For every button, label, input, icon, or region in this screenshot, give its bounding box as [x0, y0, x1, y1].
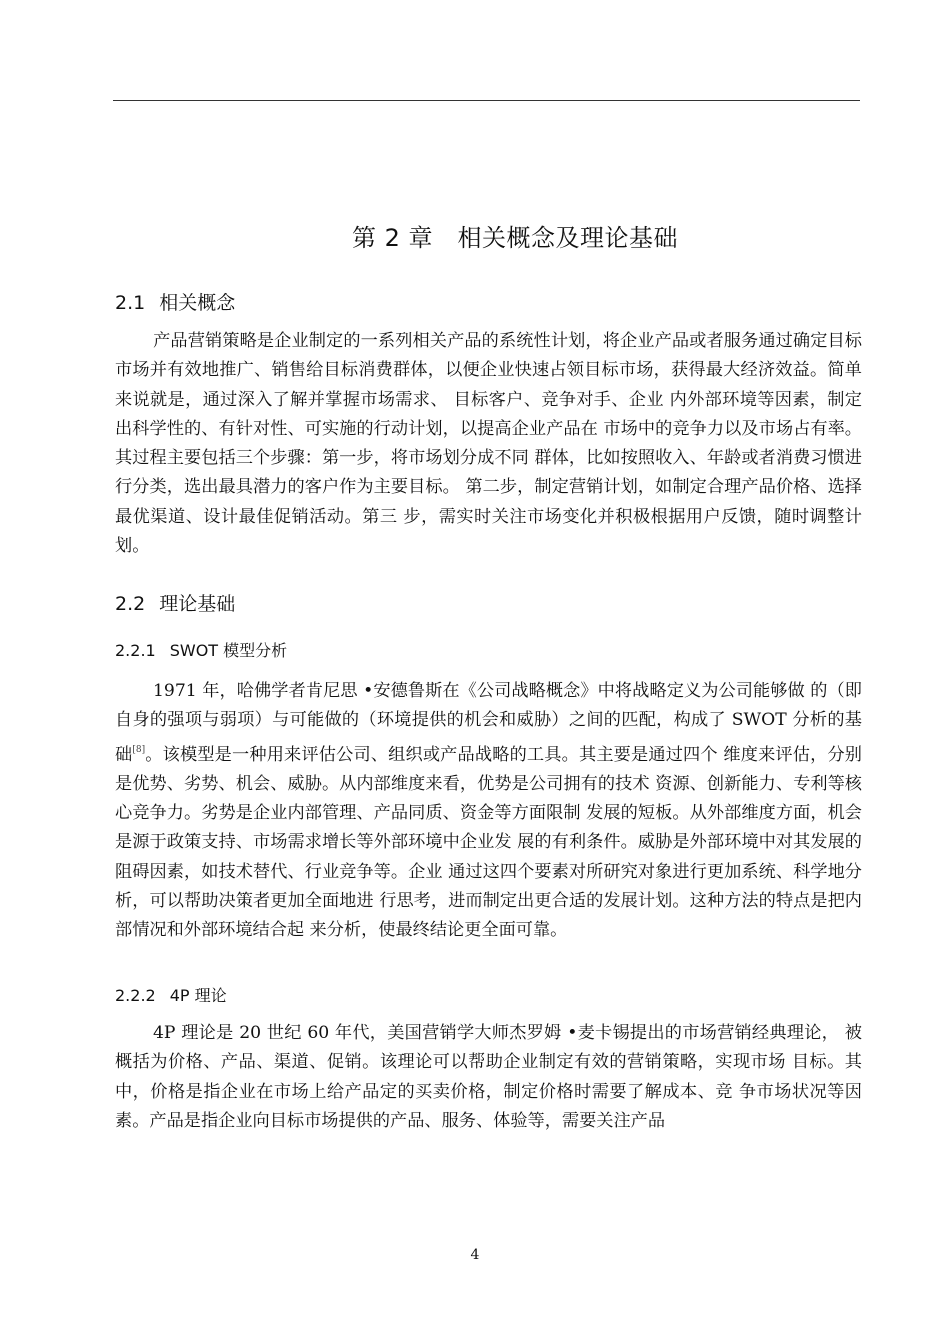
header-rule — [113, 100, 860, 101]
section-number: 2.2.2 — [115, 986, 156, 1005]
paragraph-text: 产品营销策略是企业制定的一系列相关产品的系统性计划，将企业产品或者服务通过确定目标市场并有效地推广、销售给目标消费群体，以便企业快速占领目标市场，获得最大经济效益。简单来说就是，通过深入了解并掌握市场需求、 目标客户、竞争对手、企业 内外部环境等因素，制定出科学性的、有针对性、可实施的行动计划，以提高企业产品在 市场中的竞争力以及市场占有率。其过程主要包括三个步骤：第一步，将市场划分成不同 群体，比如按照收入、年龄或者消费习惯进行分类，选出最具潜力的客户作为主要目标。 第二步，制定营销计划，如制定合理产品价格、选择最优渠道、设计最佳促销活动。第三 步，需实时关注市场变化并积极根据用户反馈，随时调整计划。 — [115, 331, 862, 557]
section-2-1-heading — [115, 288, 235, 315]
section-2-2-1-heading — [115, 638, 287, 661]
page-number: 4 — [470, 1247, 480, 1263]
section-number: 2.2.1 — [115, 641, 156, 660]
chapter-title: 第 2 章 相关概念及理论基础 — [351, 224, 679, 252]
section-number: 2.2 — [115, 593, 146, 615]
paragraph-marketing-strategy — [115, 327, 862, 561]
section-title: 理论基础 — [159, 593, 236, 615]
paragraph-text: 4P 理论是 20 世纪 60 年代，美国营销学大师杰罗姆 •麦卡锡提出的市场营销经典理论， 被概括为价格、产品、渠道、促销。该理论可以帮助企业制定有效的营销策略，实现市场 目标。其中，价格是指企业在市场上给产品定的买卖价格，制定价格时需要了解成本、竞 争市场状况等因素。产品是指企业向目标市场提供的产品、服务、体验等，需要关注产品 — [115, 1023, 862, 1131]
section-2-2-2-heading — [115, 983, 227, 1006]
paragraph-text: 1971 年，哈佛学者肯尼思 •安德鲁斯在《公司战略概念》中将战略定义为公司能够做 的（即自身的强项与弱项）与可能做的（环境提供的机会和威胁）之间的匹配，构成了 SWOT 分析的基础 — [115, 681, 862, 765]
section-title: 4P 理论 — [169, 986, 227, 1005]
paragraph-text-continued: 。该模型是一种用来评估公司、组织或产品战略的工具。其主要是通过四个 维度来评估，分别是优势、劣势、机会、威胁。从内部维度来看，优势是公司拥有的技术 资源、创新能力、专利等核心竞争力。劣势是企业内部管理、产品同质、资金等方面限制 发展的短板。从外部维度方面，机会是源于政策支持、市场需求增长等外部环境中企业发 展的有利条件。威胁是外部环境中对其发展的阻碍因素，如技术替代、行业竞争等。企业 通过这四个要素对所研究对象进行更加系统、科学地分析，可以帮助决策者更加全面地进 行思考，进而制定出更合适的发展计划。这种方法的特点是把内部情况和外部环境结合起 来分析，使最终结论更全面可靠。 — [115, 744, 862, 941]
section-number: 2.1 — [115, 292, 146, 314]
section-title: SWOT 模型分析 — [169, 641, 288, 660]
section-title: 相关概念 — [159, 292, 236, 314]
paragraph-4p — [115, 1019, 862, 1136]
paragraph-swot — [115, 677, 862, 946]
citation-marker: [8] — [132, 744, 146, 755]
section-2-2-heading — [115, 589, 235, 616]
